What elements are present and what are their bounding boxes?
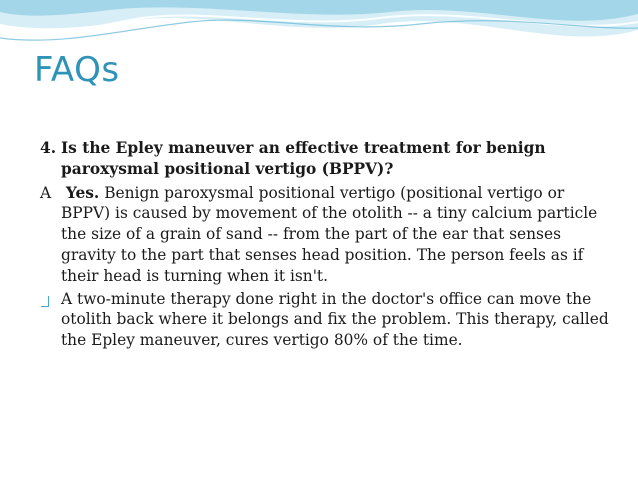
answer-text: Benign paroxysmal positional vertigo (positional vertigo or BPPV) is caused by movement of the otolith -- a tiny calcium particle the size of a grain of sand -- from the part of the ear that senses gravity to the part that senses head position. The person feels as if their head is turning when it isn't. <box>61 183 598 285</box>
question-label: 4. <box>40 139 57 157</box>
faq-answer <box>40 183 615 287</box>
answer-lead: Yes. <box>65 183 100 202</box>
question-text: Is the Epley maneuver an effective treatment for benign paroxysmal positional vertigo (BPPV)? <box>60 139 546 178</box>
bullet-marker-icon <box>41 296 49 307</box>
faq-content <box>40 138 615 351</box>
page-title: FAQs <box>34 50 120 90</box>
answer-label: A <box>40 183 52 202</box>
bullet-text: A two-minute therapy done right in the doctor's office can move the otolith back where it belongs and fix the problem. This therapy, called the Epley maneuver, cures vertigo 80% of the time. <box>61 289 609 350</box>
faq-bullet <box>40 289 615 351</box>
faq-question <box>40 138 615 180</box>
